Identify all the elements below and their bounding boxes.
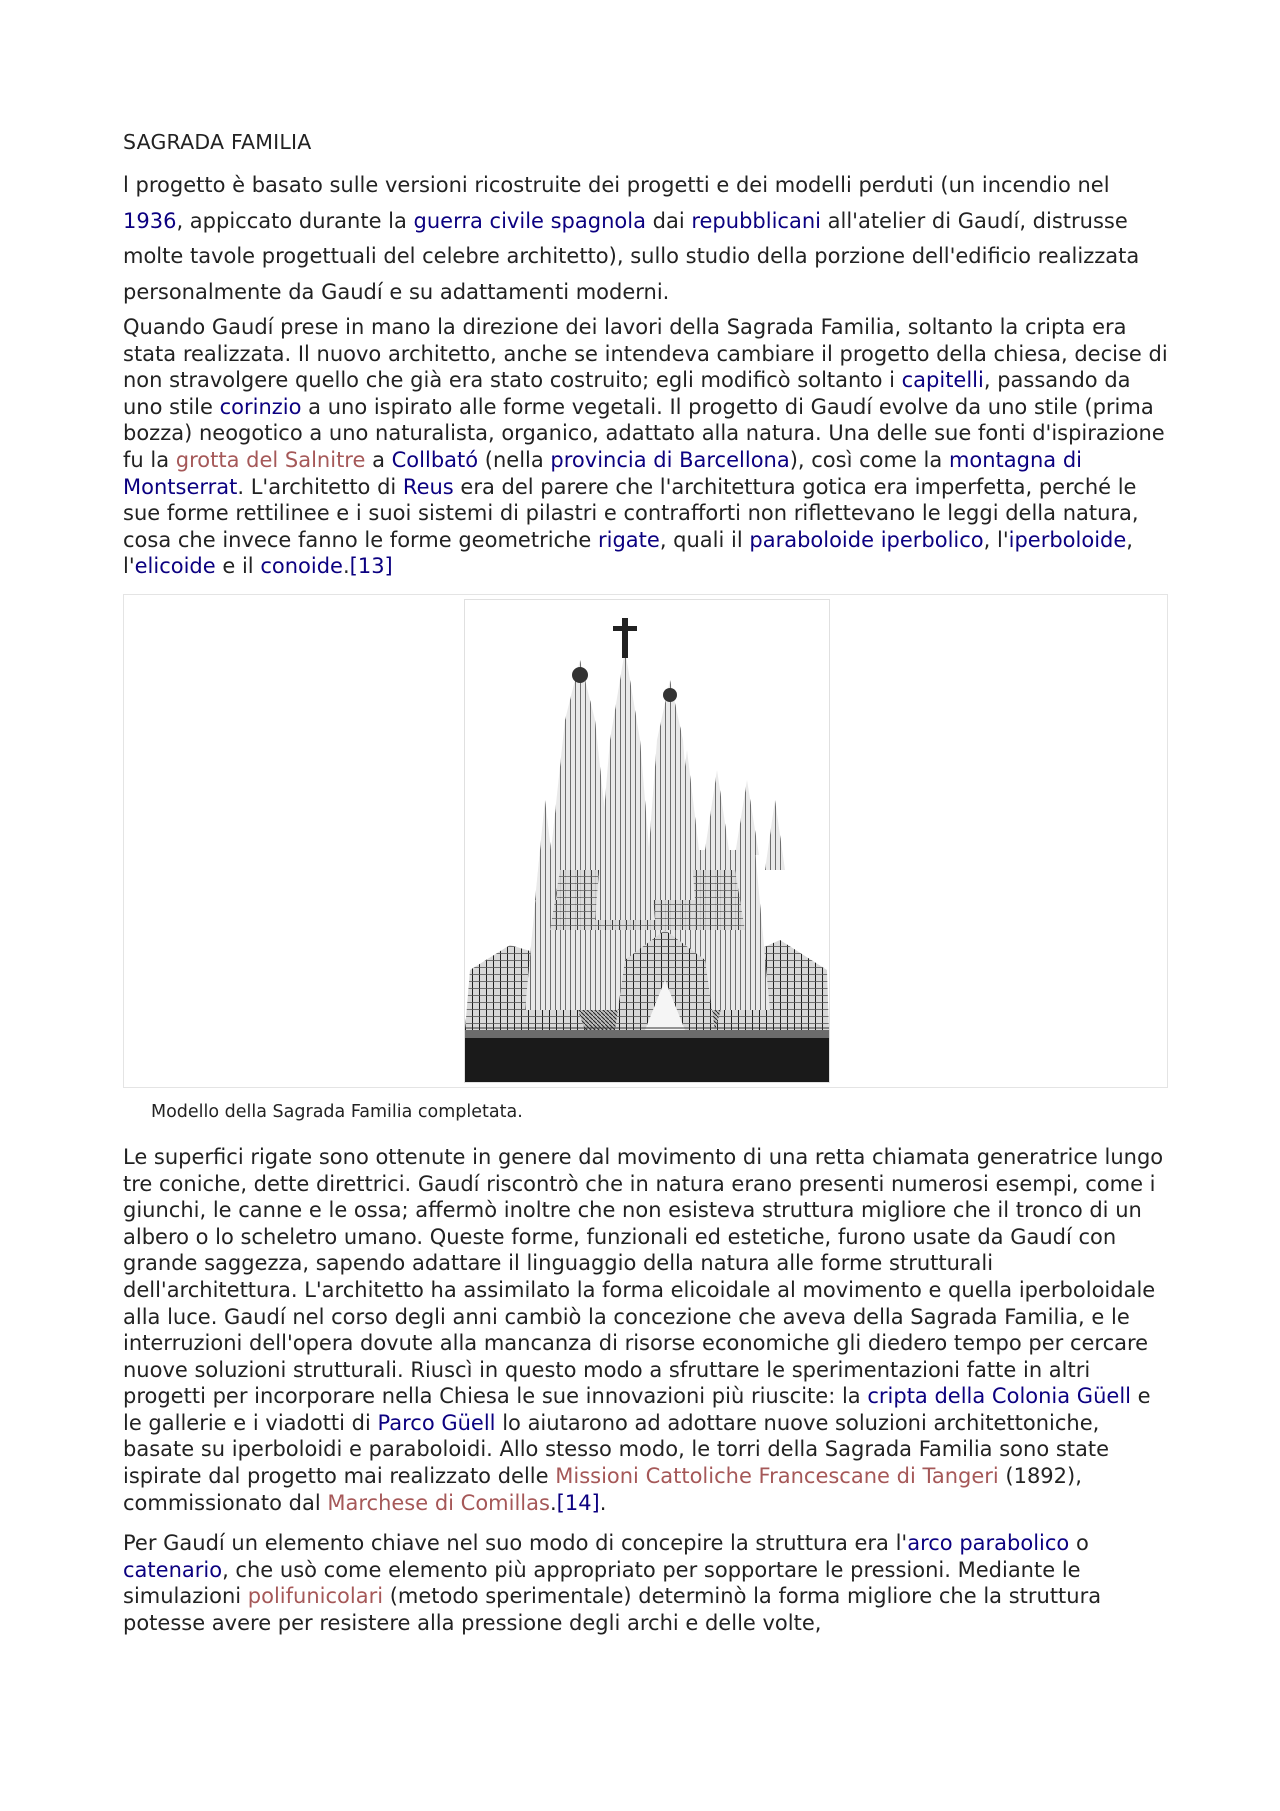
inline-link[interactable]: 1936	[123, 208, 177, 233]
text-run: Le superfici rigate sono ottenute in genere dal movimento di una retta chiamata generatrice lungo tre coniche, dette direttrici. Gaudí riscontrò che in natura erano presenti numerosi esempi, come i giunchi, le canne e le ossa; affermò inoltre che non esisteva struttura migliore che il tronco di un albero o lo scheletro umano. Queste forme, funzionali ed estetiche, furono usate da Gaudí con grande saggezza, sapendo adattare il linguaggio della natura alle forme strutturali dell'architettura. L'architetto ha assimilato la forma elicoidale al movimento e quella iperboloidale alla luce. Gaudí nel corso degli anni cambiò la concezione che aveva della Sagrada Familia, e le interruzioni dell'opera dovute alla mancanza di risorse economiche gli diedero tempo per cercare nuove soluzioni strutturali. Riuscì in questo modo a sfruttare le sperimentazioni fatte in altri progetti per incorporare nella Chiesa le sue innovazioni più riuscite: la	[123, 1144, 1164, 1409]
text-run: , quali il	[659, 527, 750, 552]
inline-link[interactable]: repubblicani	[691, 208, 821, 233]
inline-link[interactable]: Parco Güell	[377, 1410, 496, 1435]
inline-link[interactable]: cripta della Colonia Güell	[867, 1384, 1131, 1409]
inline-link[interactable]: capitelli	[901, 368, 984, 393]
text-run: all'atelier di Gaudí, distrusse molte tavole progettuali del celebre architetto), sullo studio della porzione dell'edificio realizzata personalmente da Gaudí e su adattamenti moderni.	[123, 208, 1140, 304]
inline-link[interactable]: elicoide	[134, 554, 216, 579]
inline-link[interactable]: Reus	[402, 474, 454, 499]
text-run: , l'	[123, 527, 1133, 579]
text-run: dai	[645, 208, 692, 233]
text-run: ), così come la	[789, 447, 949, 472]
document-title: SAGRADA FAMILIA	[123, 130, 312, 154]
text-run: . L'architetto di	[237, 474, 403, 499]
text-run: (metodo sperimentale) determinò la forma migliore che la struttura potesse avere per resistere alla pressione degli archi e delle volte,	[123, 1584, 1102, 1636]
text-run: .	[342, 554, 350, 579]
inline-link[interactable]: grotta del Salnitre	[175, 447, 366, 472]
document-page	[123, 128, 1168, 1637]
inline-link[interactable]: guerra civile spagnola	[413, 208, 646, 233]
inline-link[interactable]: polifunicolari	[247, 1584, 384, 1609]
inline-link[interactable]: [14]	[556, 1490, 600, 1515]
text-run: l progetto è basato sulle versioni ricostruite dei progetti e dei modelli perduti (un incendio nel	[123, 173, 1110, 197]
figure-caption: Modello della Sagrada Familia completata.	[151, 1101, 523, 1122]
text-run: lo aiutarono ad adottare nuove soluzioni architettoniche, basate su iperboloidi e paraboloidi. Allo stesso modo, le torri della Sagrada Familia sono state ispirate dal progetto mai realizzato delle	[123, 1410, 1110, 1489]
paragraph-intro	[123, 168, 1168, 310]
text-run: e il	[215, 554, 261, 579]
text-run: , l'	[983, 527, 1009, 552]
inline-link[interactable]: provincia di Barcellona	[550, 447, 790, 472]
text-run: a uno ispirato alle forme vegetali. Il progetto di Gaudí evolve da uno stile (prima bozza) neogotico a uno naturalista, organico, adattato alla natura. Una delle sue fonti d'ispirazione fu la	[123, 394, 1165, 472]
text-run: , che usò come elemento più appropriato per sopportare le pressioni. Mediante le simulazioni	[123, 1557, 1081, 1609]
inline-link[interactable]: [13]	[349, 554, 393, 579]
text-run: , passando da uno stile	[123, 368, 1131, 419]
cathedral-model-illustration	[465, 600, 829, 1082]
paragraph-parabolic-arch	[123, 1530, 1168, 1636]
inline-link[interactable]: arco parabolico	[907, 1531, 1070, 1556]
figure-frame	[123, 594, 1168, 1088]
text-run: .	[549, 1490, 557, 1515]
inline-link[interactable]: Missioni Cattoliche Francescane di Tangeri	[555, 1464, 999, 1489]
text-run: .	[599, 1490, 607, 1515]
text-run: Per Gaudí un elemento chiave nel suo modo di concepire la struttura era l'	[123, 1531, 908, 1556]
inline-link[interactable]: Marchese di Comillas	[327, 1490, 550, 1515]
inline-link[interactable]: rigate	[597, 527, 660, 552]
text-run: a	[365, 447, 392, 472]
text-run: (1892), commissionato dal	[123, 1464, 1082, 1515]
inline-link[interactable]: catenario	[123, 1557, 223, 1582]
paragraph-gaudi-direction	[123, 314, 1168, 580]
text-run: , appiccato durante la	[176, 208, 414, 233]
text-run: e le gallerie e i viadotti di	[123, 1384, 1151, 1435]
inline-link[interactable]: montagna di Montserrat	[123, 447, 1083, 499]
paragraph-gap	[123, 1516, 1168, 1530]
inline-link[interactable]: paraboloide iperbolico	[749, 527, 984, 552]
inline-link[interactable]: iperboloide	[1008, 527, 1127, 552]
inline-link[interactable]: Collbató	[391, 447, 479, 472]
text-run: Quando Gaudí prese in mano la direzione dei lavori della Sagrada Familia, soltanto la cripta era stata realizzata. Il nuovo architetto, anche se intendeva cambiare il progetto della chiesa, decise di non stravolgere quello che già era stato costruito; egli modificò soltanto i	[123, 315, 1168, 393]
inline-link[interactable]: conoide	[260, 554, 343, 579]
paragraph-ruled-surfaces	[123, 1144, 1168, 1516]
sagrada-familia-model-image[interactable]	[464, 599, 830, 1083]
inline-link[interactable]: corinzio	[219, 394, 302, 419]
text-run: (nella	[478, 447, 551, 472]
text-run: era del parere che l'architettura gotica era imperfetta, perché le sue forme rettilinee e i suoi sistemi di pilastri e contrafforti non riflettevano le leggi della natura, cosa che invece fanno le forme geometriche	[123, 474, 1139, 552]
text-run: o	[1069, 1531, 1089, 1556]
